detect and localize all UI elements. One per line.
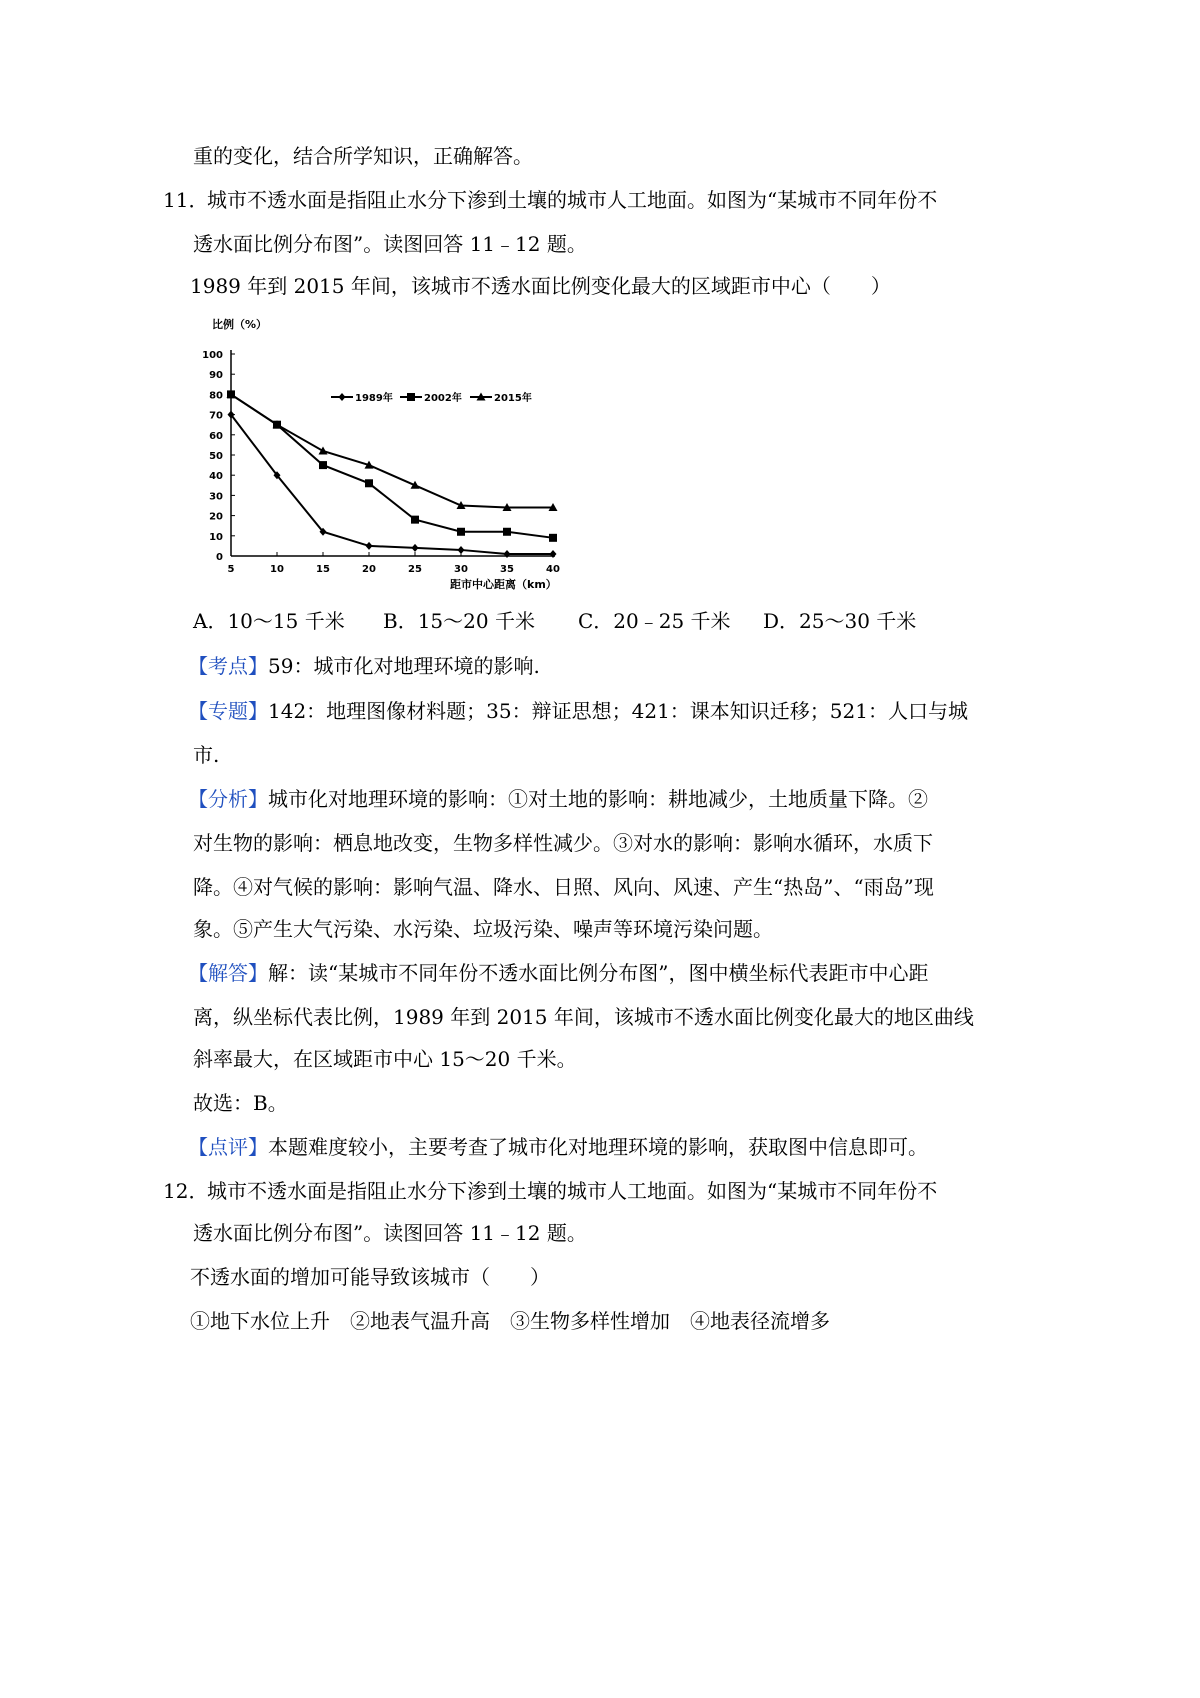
x-tick-label: 30 — [454, 564, 468, 575]
q12-stem-line1: 城市不透水面是指阻止水分下渗到土壤的城市人工地面。如图为“某城市不同年份不 — [207, 1179, 938, 1203]
data-point — [319, 461, 327, 469]
prev-analysis-tail: 重的变化，结合所学知识，正确解答。 — [193, 144, 533, 168]
x-tick-label: 10 — [270, 564, 284, 575]
jieda-tag: 【解答】 — [188, 961, 268, 985]
fenxi-row — [188, 785, 928, 813]
data-point — [457, 528, 465, 536]
fenxi-line3: 降。④对气候的影响：影响气温、降水、日照、风向、风速、产生“热岛”、“雨岛”现 — [193, 875, 934, 899]
series-line-2002年 — [231, 394, 553, 537]
data-point — [503, 528, 511, 536]
q11-stem-line1: 城市不透水面是指阻止水分下渗到土壤的城市人工地面。如图为“某城市不同年份不 — [207, 188, 938, 212]
data-point — [504, 550, 511, 558]
q11-option-a: A．10～15 千米 — [193, 609, 345, 633]
kaodian-tag: 【考点】 — [188, 654, 268, 678]
x-tick-label: 40 — [546, 564, 560, 575]
x-tick-label: 35 — [500, 564, 514, 575]
y-tick-label: 60 — [209, 430, 223, 442]
dianping-row — [188, 1133, 928, 1161]
series-line-2015年 — [231, 394, 553, 507]
data-point — [319, 446, 328, 454]
jieda-text: 解：读“某城市不同年份不透水面比例分布图”，图中横坐标代表距市中心距 — [268, 961, 929, 985]
data-point — [411, 516, 419, 524]
answer: 故选：B。 — [193, 1091, 288, 1115]
chart-x-axis-label: 距市中心距离（km） — [450, 578, 557, 591]
data-point — [458, 546, 465, 554]
kaodian-row — [188, 652, 540, 680]
zhuanti-tag: 【专题】 — [188, 699, 268, 723]
zhuanti-text: 142：地理图像材料题；35：辩证思想；421：课本知识迁移；521：人口与城 — [268, 699, 968, 723]
fenxi-line4: 象。⑤产生大气污染、水污染、垃圾污染、噪声等环境污染问题。 — [193, 917, 773, 941]
y-tick-label: 80 — [209, 390, 223, 402]
chart-series — [227, 390, 558, 558]
legend-marker — [339, 393, 346, 401]
jieda-line3: 斜率最大，在区域距市中心 15～20 千米。 — [193, 1047, 577, 1071]
legend-label: 2002年 — [424, 393, 462, 404]
q12-choices: ①地下水位上升 ②地表气温升高 ③生物多样性增加 ④地表径流增多 — [190, 1309, 830, 1333]
dianping-text: 本题难度较小，主要考查了城市化对地理环境的影响，获取图中信息即可。 — [268, 1135, 928, 1159]
q11-number: 11． — [163, 188, 209, 212]
q11-option-b: B．15～20 千米 — [383, 609, 535, 633]
chart-legend — [331, 391, 532, 404]
y-tick-label: 90 — [209, 370, 223, 382]
legend-marker — [407, 393, 415, 401]
x-tick-label: 5 — [227, 564, 235, 575]
data-point — [550, 550, 557, 558]
zhuanti-row — [188, 697, 968, 725]
zhuanti-line2: 市. — [193, 743, 220, 767]
chart-y-axis-label: 比例（%） — [212, 318, 268, 331]
fenxi-tag: 【分析】 — [188, 787, 268, 811]
kaodian-text: 59：城市化对地理环境的影响. — [268, 654, 540, 678]
data-point — [366, 542, 373, 550]
q12-question: 不透水面的增加可能导致该城市（ ） — [190, 1265, 550, 1289]
legend-label: 1989年 — [355, 393, 393, 404]
y-tick-label: 40 — [209, 471, 223, 483]
data-point — [549, 534, 557, 542]
q11-question: 1989 年到 2015 年间，该城市不透水面比例变化最大的区域距市中心（ ） — [190, 274, 891, 298]
fenxi-line2: 对生物的影响：栖息地改变，生物多样性减少。③对水的影响：影响水循环，水质下 — [193, 831, 933, 855]
data-point — [365, 479, 373, 487]
q11-stem-line2: 透水面比例分布图”。读图回答 11﹣12 题。 — [193, 232, 587, 256]
x-tick-label: 15 — [316, 564, 330, 575]
q11-option-d: D．25～30 千米 — [763, 609, 917, 633]
data-point — [412, 544, 419, 552]
q12-stem-line2: 透水面比例分布图”。读图回答 11﹣12 题。 — [193, 1221, 587, 1245]
jieda-line2: 离，纵坐标代表比例，1989 年到 2015 年间，该城市不透水面比例变化最大的地区曲线 — [193, 1005, 974, 1029]
chart-ticks — [202, 350, 560, 575]
legend-label: 2015年 — [494, 393, 532, 404]
dianping-tag: 【点评】 — [188, 1135, 268, 1159]
y-tick-label: 30 — [209, 491, 223, 503]
y-tick-label: 100 — [202, 350, 223, 361]
y-tick-label: 70 — [209, 410, 223, 422]
chart-axes — [231, 350, 555, 556]
y-tick-label: 0 — [216, 552, 223, 563]
q11-option-c: C．20﹣25 千米 — [578, 609, 731, 633]
q12-number: 12． — [163, 1179, 209, 1203]
x-tick-label: 20 — [362, 564, 376, 575]
y-tick-label: 10 — [209, 531, 223, 543]
x-tick-label: 25 — [408, 564, 422, 575]
y-tick-label: 50 — [209, 451, 223, 462]
fenxi-text: 城市化对地理环境的影响：①对土地的影响：耕地减少，土地质量下降。② — [268, 787, 928, 811]
jieda-row — [188, 959, 928, 987]
impervious-surface-chart — [190, 306, 590, 596]
y-tick-label: 20 — [209, 511, 223, 523]
